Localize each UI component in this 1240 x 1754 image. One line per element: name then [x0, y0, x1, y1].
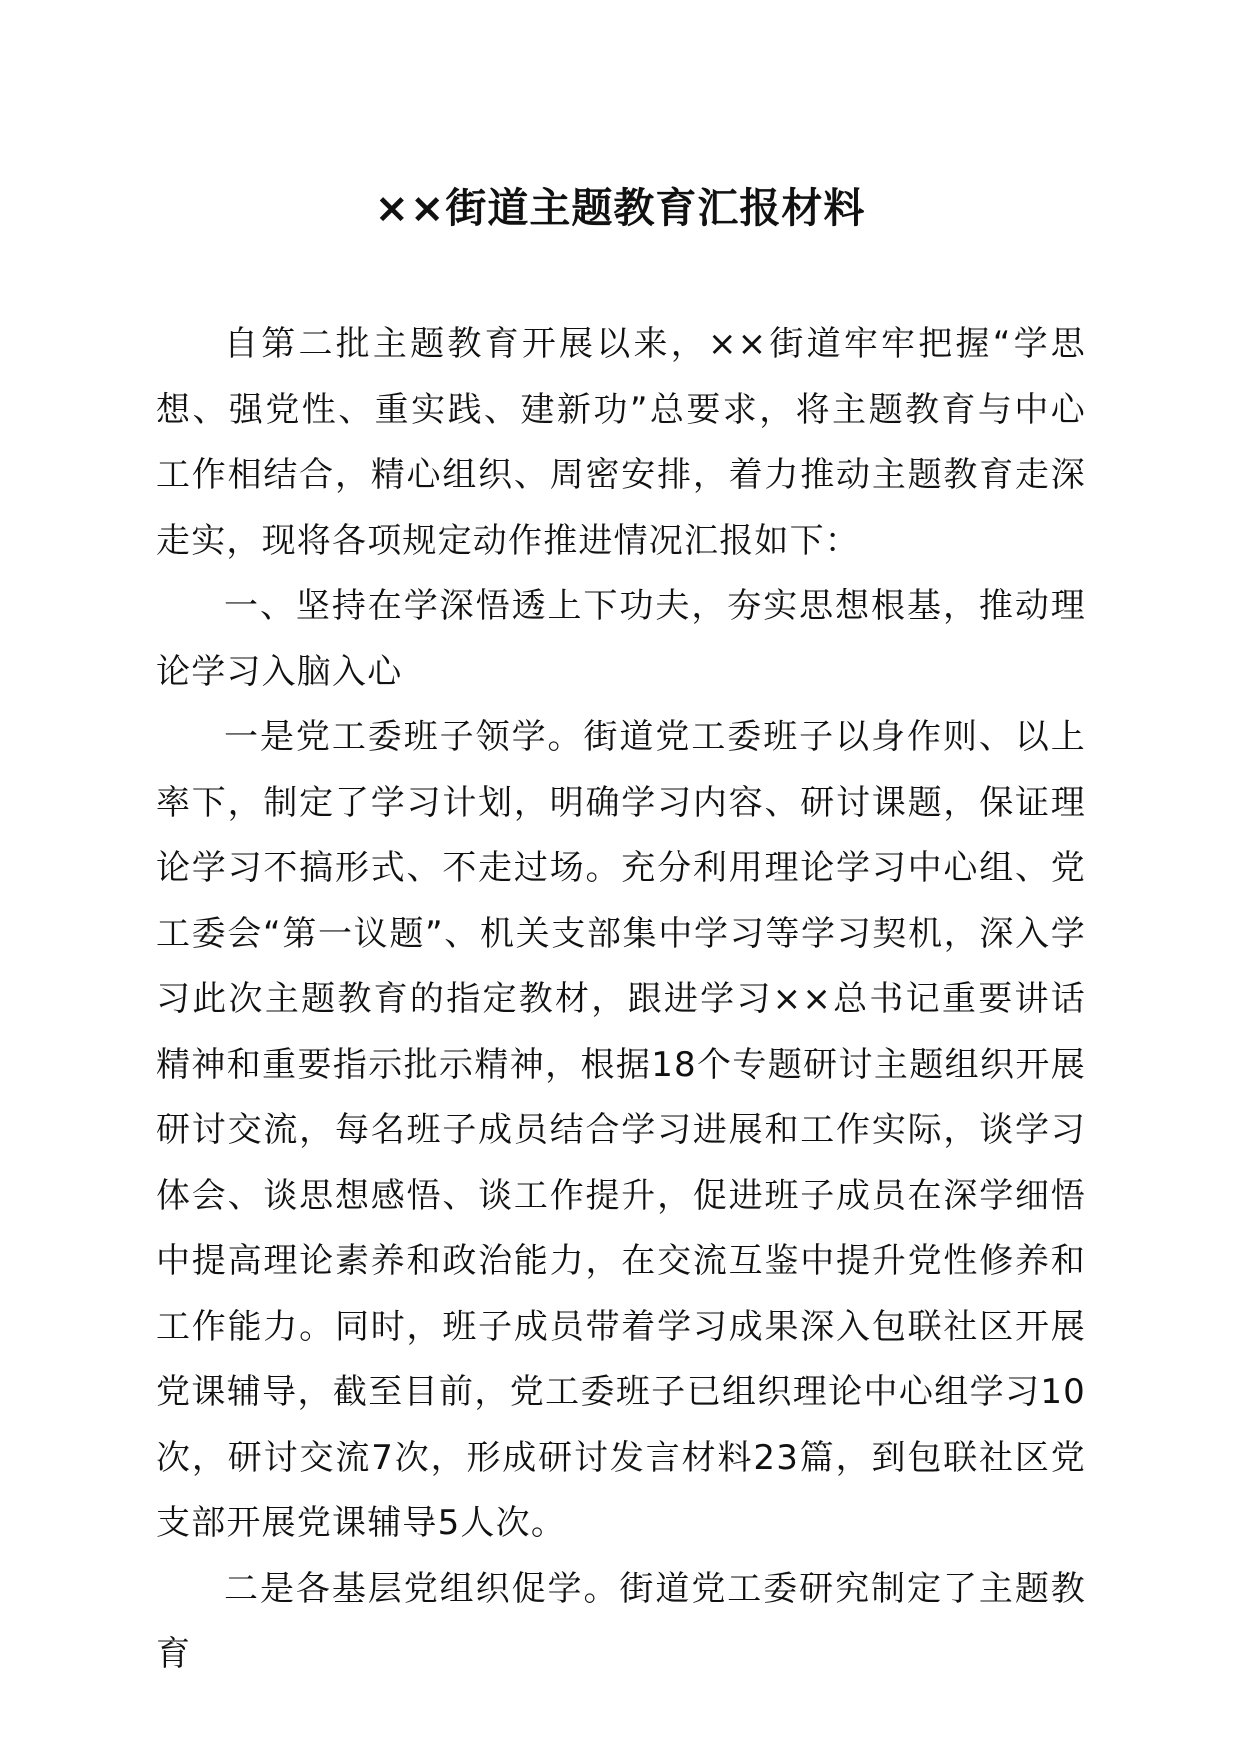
document-title: ××街道主题教育汇报材料 [374, 184, 866, 232]
body-paragraph-1: 一是党工委班子领学。街道党工委班子以身作则、以上率下，制定了学习计划，明确学习内容、研讨课题，保证理论学习不搞形式、不走过场。充分利用理论学习中心组、党工委会“第一议题”、机关支部集中学习等学习契机，深入学习此次主题教育的指定教材，跟进学习××总书记重要讲话精神和重要指示批示精神，根据18个专题研讨主题组织开展研讨交流，每名班子成员结合学习进展和工作实际，谈学习体会、谈思想感悟、谈工作提升，促进班子成员在深学细悟中提高理论素养和政治能力，在交流互鉴中提升党性修养和工作能力。同时，班子成员带着学习成果深入包联社区开展党课辅导，截至目前，党工委班子已组织理论中心组学习10次，研讨交流7次，形成研讨发言材料23篇，到包联社区党支部开展党课辅导5人次。 [156, 717, 1086, 1543]
document-body [156, 312, 1086, 1688]
section-heading-1: 一、坚持在学深悟透上下功夫，夯实思想根基，推动理论学习入脑入心 [156, 586, 1086, 692]
intro-paragraph: 自第二批主题教育开展以来，××街道牢牢把握“学思想、强党性、重实践、建新功”总要求，将主题教育与中心工作相结合，精心组织、周密安排，着力推动主题教育走深走实，现将各项规定动作推进情况汇报如下： [156, 324, 1086, 561]
body-paragraph-2: 二是各基层党组织促学。街道党工委研究制定了主题教育 [156, 1568, 1086, 1674]
